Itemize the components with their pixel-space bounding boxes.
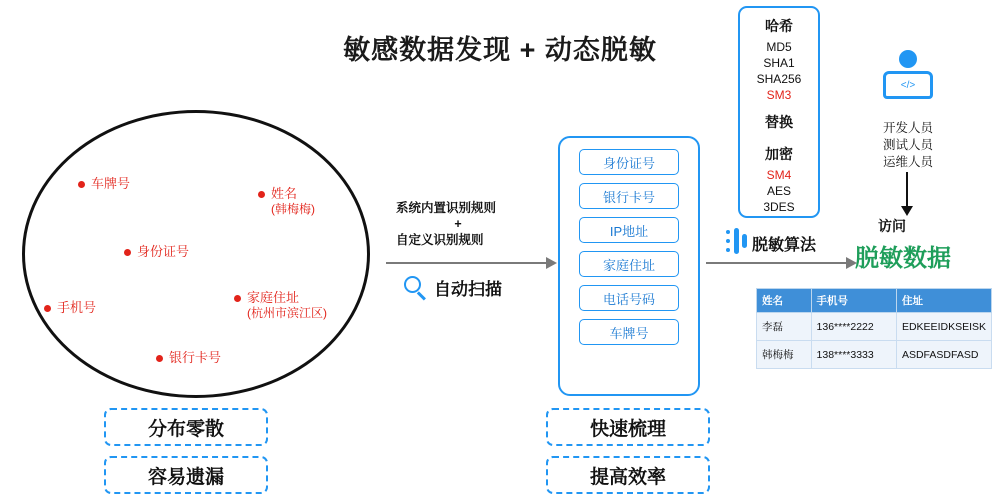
role-item: 测试人员: [882, 138, 933, 152]
algo-item: SHA1: [763, 56, 795, 70]
algo-item: AES: [766, 184, 791, 198]
source-note-2: 容易遗漏: [104, 456, 268, 494]
rule-plus-label: +: [454, 217, 462, 231]
field-item: 银行卡号: [579, 183, 679, 209]
panel-note-2: 提高效率: [546, 456, 710, 494]
masked-result-table: [756, 288, 992, 369]
discovery-arrow-line: [386, 262, 546, 264]
table-cell: 韩梅梅: [757, 341, 812, 369]
list-item: 姓名 (韩梅梅): [258, 186, 315, 217]
table-header-cell: 姓名: [757, 289, 812, 313]
custom-rule-label: 自定义识别规则: [396, 233, 484, 247]
red-dot-icon: [258, 191, 265, 198]
algo-group-head: 替换: [765, 114, 793, 130]
algo-group-head: 加密: [765, 146, 793, 162]
table-cell: 李磊: [757, 313, 812, 341]
role-item: 开发人员: [882, 121, 933, 135]
masked-data-label: 脱敏数据: [855, 245, 951, 272]
algo-item: MD5: [766, 40, 792, 54]
table-header-cell: 手机号: [811, 289, 896, 313]
table-cell: EDKEEIDKSEISK: [896, 313, 991, 341]
consumer-roles: [858, 120, 958, 171]
list-item: 家庭住址 (杭州市滨江区): [234, 290, 327, 321]
list-item: 银行卡号: [156, 350, 221, 366]
red-dot-icon: [78, 181, 85, 188]
algo-item: 3DES: [763, 200, 795, 214]
red-dot-icon: [44, 305, 51, 312]
search-icon: [404, 276, 428, 300]
developer-avatar-icon: </>: [880, 50, 936, 106]
table-header-cell: 住址: [896, 289, 991, 313]
red-dot-icon: [124, 249, 131, 256]
algo-item: SM4: [766, 168, 792, 182]
page-title: 敏感数据发现 + 动态脱敏: [343, 35, 657, 65]
red-dot-icon: [156, 355, 163, 362]
list-item: 身份证号: [124, 244, 189, 260]
table-cell: 138****3333: [811, 341, 896, 369]
field-item: IP地址: [579, 217, 679, 243]
auto-scan-group: [404, 275, 502, 300]
discovery-arrow-head: [546, 257, 557, 269]
field-item: 身份证号: [579, 149, 679, 175]
auto-scan-label: 自动扫描: [434, 280, 502, 299]
masking-algorithm-label: 脱敏算法: [752, 237, 817, 254]
access-label: 访问: [878, 218, 906, 234]
masking-dots-icon: [726, 226, 748, 256]
table-cell: ASDFASDFASD: [896, 341, 991, 369]
list-item: 车牌号: [78, 176, 130, 192]
detected-fields-panel: [558, 136, 700, 396]
field-item: 电话号码: [579, 285, 679, 311]
algo-item: SHA256: [756, 72, 802, 86]
panel-note-1: 快速梳理: [546, 408, 710, 446]
list-item: 手机号: [44, 300, 96, 316]
masking-arrow-line: [706, 262, 846, 264]
access-arrow-line: [906, 172, 908, 208]
builtin-rule-label: 系统内置识别规则: [396, 201, 497, 215]
table-cell: 136****2222: [811, 313, 896, 341]
red-dot-icon: [234, 295, 241, 302]
table-header-row: [757, 289, 992, 313]
field-item: 车牌号: [579, 319, 679, 345]
algo-group-head: 哈希: [765, 18, 793, 34]
algo-item: SM3: [766, 88, 792, 102]
algorithm-box: [738, 6, 820, 218]
access-arrow-head: [901, 206, 913, 216]
table-row: [757, 313, 992, 341]
field-item: 家庭住址: [579, 251, 679, 277]
table-row: [757, 341, 992, 369]
source-note-1: 分布零散: [104, 408, 268, 446]
role-item: 运维人员: [882, 155, 933, 169]
